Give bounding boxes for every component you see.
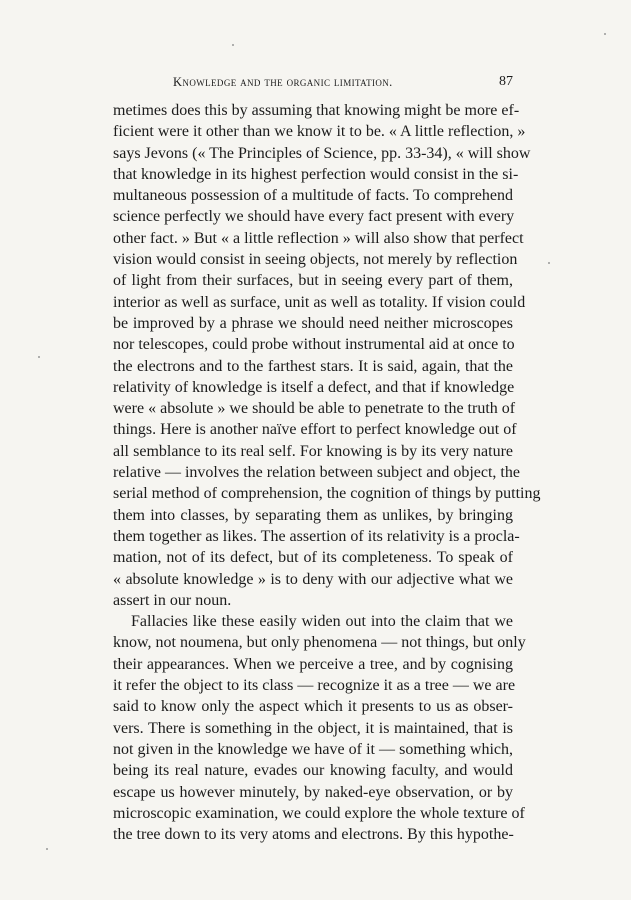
text-line: being its real nature, evades our knowing faculty, and would [113,762,513,780]
text-line: other fact. » But « a little reflection » will also show that perfect [113,229,524,247]
text-line: things. Here is another naïve effort to perfect knowledge out of [113,421,517,439]
text-line: of light from their surfaces, but in seeing every part of them, [113,272,513,290]
text-line: says Jevons (« The Principles of Science, pp. 33-34), « will show [113,144,531,162]
paragraph-2 [113,611,526,845]
text-line: multaneous possession of a multitude of facts. To comprehend [113,187,513,205]
text-line: that knowledge in its highest perfection would consist in the si- [113,165,519,183]
text-line: the tree down to its very atoms and electrons. By this hypothe- [113,826,514,844]
body-text [113,100,541,845]
text-line: serial method of comprehension, the cognition of things by putting [113,485,541,503]
text-line: relative — involves the relation between subject and object, the [113,464,520,482]
text-line: interior as well as surface, unit as well as totality. If vision could [113,293,526,311]
text-line: know, not noumena, but only phenomena — not things, but only [113,634,526,652]
text-line: ficient were it other than we know it to be. « A little reflection, » [113,123,526,141]
scan-speck [38,356,40,358]
page-header [113,74,513,94]
text-line: metimes does this by assuming that knowing might be more ef- [113,102,520,119]
text-line: microscopic examination, we could explore the whole texture of [113,804,525,822]
text-line: science perfectly we should have every fact present with every [113,208,515,226]
text-line: be improved by a phrase we should need neither microscopes [113,314,513,332]
text-line: it refer the object to its class — recognize it as a tree — we are [113,677,516,695]
text-line: relativity of knowledge is itself a defect, and that if knowledge [113,378,515,396]
text-line: escape us however minutely, by naked-eye observation, or by [113,783,513,801]
text-line: nor telescopes, could probe without instrumental aid at once to [113,336,515,354]
text-line: mation, not of its defect, but of its completeness. To speak of [113,549,513,567]
scan-speck [548,262,550,264]
paragraph-1 [113,100,541,611]
text-line: said to know only the aspect which it presents to us as obser- [113,698,513,716]
scan-speck [232,44,234,46]
text-line: them into classes, by separating them as unlikes, by bringing [113,506,513,524]
text-line: Fallacies like these easily widen out into the claim that we [131,613,513,631]
text-line: vision would consist in seeing objects, not merely by reflection [113,251,518,269]
page-number: 87 [499,74,513,89]
text-line: them together as likes. The assertion of its relativity is a procla- [113,527,520,545]
scan-speck [46,848,48,850]
text-line: vers. There is something in the object, it is maintained, that is [113,719,513,737]
text-line: were « absolute » we should be able to penetrate to the truth of [113,400,516,418]
text-line: all semblance to its real self. For knowing is by its very nature [113,442,513,460]
scan-speck [604,33,606,35]
text-line: not given in the knowledge we have of it — something which, [113,740,513,758]
running-head: Knowledge and the organic limitation. [173,75,393,89]
text-line: « absolute knowledge » is to deny with our adjective what we [113,570,513,588]
text-line: the electrons and to the farthest stars. It is said, again, that the [113,357,513,375]
text-line: their appearances. When we perceive a tree, and by cognising [113,655,513,673]
text-line: assert in our noun. [113,591,232,609]
